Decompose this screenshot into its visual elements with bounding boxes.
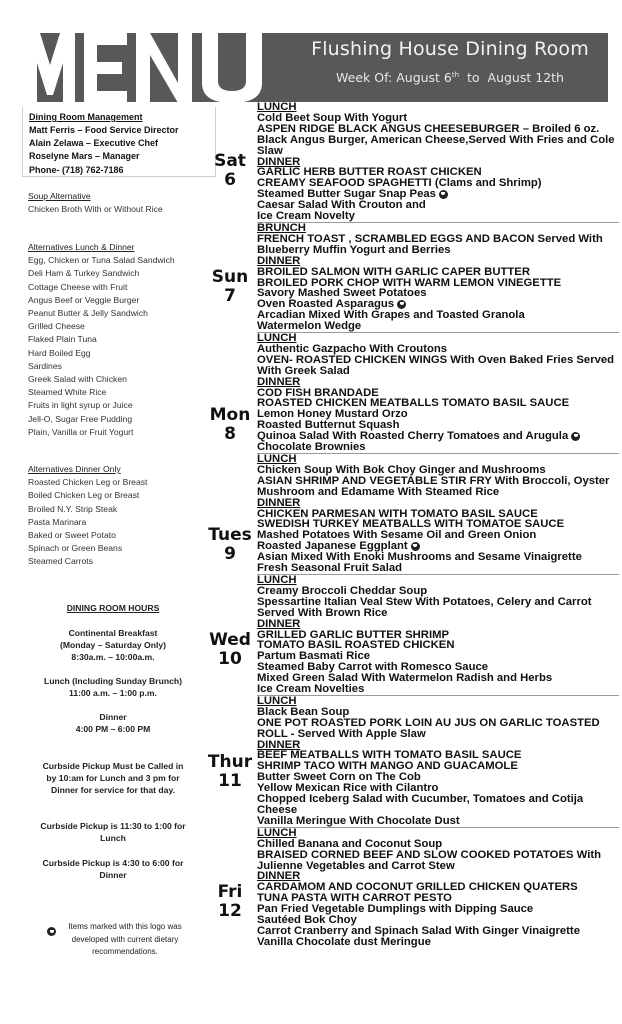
menu-item-text: Butter Sweet Corn on The Cob (257, 771, 421, 784)
day-label-sun (205, 268, 255, 306)
hours-line: Lunch (Including Sunday Brunch) (44, 676, 182, 686)
hours-line: 4:00 PM – 6:00 PM (75, 724, 151, 734)
menu-item-text: CREAMY SEAFOOD SPAGHETTI (Clams and Shrimp) (257, 177, 542, 190)
menu-item-text: Spessartine Italian Veal Stew With Potatoes, Celery and Carrot Served With Brown Rice (257, 595, 592, 619)
day-menu-tues (257, 454, 619, 575)
meal-label-dinner: DINNER (257, 155, 301, 168)
menu-item-text: Roasted Japanese Eggplant (257, 540, 408, 553)
meal-label-dinner: DINNER (257, 254, 301, 267)
week-of-range (292, 70, 608, 85)
day-name: Mon (209, 405, 251, 425)
day-date: 8 (224, 424, 236, 444)
meal-label-lunch: LUNCH (257, 694, 297, 707)
hours-line: Continental Breakfast (68, 628, 158, 638)
alternative-item: Boiled Chicken Leg or Breast (28, 490, 140, 501)
meal-label-brunch: BRUNCH (257, 221, 306, 234)
alternative-item: Plain, Vanilla or Fruit Yogurt (28, 426, 134, 437)
day-name: Sat (214, 151, 246, 171)
menu-item-text: GARLIC HERB BUTTER ROAST CHICKEN (257, 166, 482, 179)
menu-item-text: FRENCH TOAST , SCRAMBLED EGGS AND BACON Served With Blueberry Muffin Yogurt and Berries (257, 232, 603, 256)
menu-item-text: Steamed Baby Carrot with Romesco Sauce (257, 661, 489, 674)
dietary-logo-icon (411, 542, 420, 551)
management-box (22, 107, 216, 177)
menu-item-text: Chicken Soup With Bok Choy Ginger and Mushrooms (257, 463, 546, 476)
day-menu-thur (257, 696, 619, 828)
menu-item (257, 684, 619, 695)
logo-note-line: Items marked with this logo was (68, 922, 182, 931)
hours-lunch (28, 675, 198, 699)
day-menu-sun (257, 223, 619, 333)
menu-item (257, 442, 619, 453)
hours-line: 8:30a.m. – 10:00a.m. (71, 652, 155, 662)
alternative-item: Sardines (28, 360, 62, 371)
dietary-logo-note (40, 921, 210, 959)
dietary-logo-icon (571, 432, 580, 441)
day-date: 10 (218, 649, 242, 669)
day-menu-mon (257, 333, 619, 454)
alternatives-dinner-section (28, 463, 147, 569)
day-name: Wed (209, 630, 251, 650)
menu-item-text: Ice Cream Novelty (257, 210, 355, 223)
hours-title: DINING ROOM HOURS (66, 603, 160, 613)
menu-item-text: Quinoa Salad With Roasted Cherry Tomatoes and Arugula (257, 430, 569, 443)
dietary-logo-icon (439, 190, 448, 199)
menu-item (257, 124, 619, 157)
day-label-fri (205, 883, 255, 921)
menu-item (257, 321, 619, 332)
alternative-item: Peanut Butter & Jelly Sandwich (28, 308, 148, 319)
meal-label-lunch: LUNCH (257, 101, 297, 113)
meal-label-lunch: LUNCH (257, 332, 297, 345)
menu-item-text: BROILED SALMON WITH GARLIC CAPER BUTTER (257, 265, 530, 278)
alternative-item: Pasta Marinara (28, 516, 87, 527)
menu-item-text: Yellow Mexican Rice with Cilantro (257, 782, 439, 795)
menu-item-text: GRILLED GARLIC BUTTER SHRIMP (257, 628, 450, 641)
menu-item (257, 816, 619, 827)
menu-item-text: Arcadian Mixed With Grapes and Toasted Granola (257, 309, 525, 322)
week-start: Week Of: August 6 (336, 70, 452, 85)
alternatives-dinner-title: Alternatives Dinner Only (28, 464, 121, 474)
menu-item-text: Authentic Gazpacho With Croutons (257, 342, 448, 355)
menu-item-text: Creamy Broccoli Cheddar Soup (257, 584, 428, 597)
menu-item-text: TOMATO BASIL ROASTED CHICKEN (257, 639, 455, 652)
menu-item (257, 718, 619, 740)
menu-item-text: ASIAN SHRIMP AND VEGETABLE STIR FRY With Broccoli, Oyster Mushroom and Edamame With Steamed Rice (257, 474, 610, 498)
menu-item-text: Chilled Banana and Coconut Soup (257, 837, 443, 850)
menu-item-text: Steamed Butter Sugar Snap Peas (257, 188, 436, 201)
menu-item-text: Chocolate Brownies (257, 441, 366, 454)
alternative-item: Steamed White Rice (28, 387, 107, 398)
menu-item-text: Cold Beet Soup With Yogurt (257, 111, 408, 124)
day-menu-wed (257, 575, 619, 696)
day-date: 12 (218, 901, 242, 921)
menu-item (257, 476, 619, 498)
day-date: 9 (224, 544, 236, 564)
alternative-item: Greek Salad with Chicken (28, 374, 127, 385)
menu-item-text: Pan Fried Vegetable Dumplings with Dipping Sauce (257, 903, 534, 916)
day-name: Tues (208, 525, 252, 545)
hours-line: 11:00 a.m. – 1:00 p.m. (69, 688, 157, 698)
alternative-item: Spinach or Green Beans (28, 543, 123, 554)
meal-label-lunch: LUNCH (257, 573, 297, 586)
alternative-item: Deli Ham & Turkey Sandwich (28, 268, 140, 279)
meal-label-lunch: LUNCH (257, 453, 297, 465)
menu-item-text: Ice Cream Novelties (257, 683, 365, 696)
menu-item-text: Savory Mashed Sweet Potatoes (257, 287, 427, 300)
meal-label-dinner: DINNER (257, 496, 301, 509)
menu-item-text: BRAISED CORNED BEEF AND SLOW COOKED POTATOES With Julienne Vegetables and Carrot Stew (257, 848, 602, 872)
soup-alternative-title: Soup Alternative (28, 191, 91, 201)
logo-note-line: developed with current dietary (71, 934, 179, 944)
menu-item-text: BROILED PORK CHOP WITH WARM LEMON VINEGETTE (257, 276, 562, 289)
menu-letters-icon (22, 25, 284, 103)
alternative-item: Steamed Carrots (28, 556, 93, 567)
dining-room-hours (28, 603, 198, 903)
menu-item-text: Caesar Salad With Crouton and (257, 199, 426, 212)
day-name: Sun (211, 267, 249, 287)
restaurant-title: Flushing House Dining Room (311, 38, 589, 60)
management-line: Alain Zelawa – Executive Chef (29, 138, 159, 149)
alternative-item: Roasted Chicken Leg or Breast (28, 477, 148, 488)
menu-item-text: Fresh Seasonal Fruit Salad (257, 562, 403, 575)
menu-item-text: Oven Roasted Asparagus (257, 298, 395, 311)
menu-item-text: SWEDISH TURKEY MEATBALLS WITH TOMATOE SAUCE (257, 518, 565, 531)
alternative-item: Jell-O, Sugar Free Pudding (28, 413, 133, 424)
alternatives-lunch-dinner-title: Alternatives Lunch & Dinner (28, 242, 135, 252)
soup-alternative-item: Chicken Broth With or Without Rice (28, 204, 163, 215)
meal-label-dinner: DINNER (257, 738, 301, 751)
curbside-lunch-note (28, 820, 198, 844)
weekly-menu (257, 102, 619, 948)
menu-item-text: CHICKEN PARMESAN WITH TOMATO BASIL SAUCE (257, 507, 538, 520)
day-label-tues (205, 526, 255, 564)
menu-item (257, 234, 619, 256)
logo-note-line: recommendations. (92, 947, 158, 956)
menu-item-text: Asian Mixed With Enoki Mushrooms and Sesame Vinaigrette (257, 551, 582, 564)
day-name: Thur (207, 752, 253, 772)
management-line: Roselyne Mars – Manager (29, 151, 140, 162)
menu-item-text: Black Bean Soup (257, 705, 350, 718)
menu-item (257, 211, 619, 222)
menu-item-text: ONE POT ROASTED PORK LOIN AU JUS ON GARLIC TOASTED ROLL - Served With Apple Slaw (257, 716, 600, 740)
management-line: Matt Ferris – Food Service Director (29, 125, 179, 135)
menu-item-text: Carrot Cranberry and Spinach Salad With Ginger Vinaigrette (257, 924, 580, 937)
hours-line: by 10:am for Lunch and 3 pm for (46, 773, 180, 783)
menu-item-text: Partum Basmati Rice (257, 650, 371, 663)
menu-item (257, 355, 619, 377)
menu-item-text: Mixed Green Salad With Watermelon Radish and Herbs (257, 672, 553, 685)
day-date: 6 (224, 170, 236, 190)
dietary-logo-icon (47, 927, 56, 936)
menu-item-text: COD FISH BRANDADE (257, 386, 379, 399)
menu-item (257, 597, 619, 619)
alternative-item: Angus Beef or Veggie Burger (28, 294, 140, 305)
menu-item-text: Lemon Honey Mustard Orzo (257, 408, 408, 421)
menu-item-text: CARDAMOM AND COCONUT GRILLED CHICKEN QUATERS (257, 881, 578, 894)
day-date: 7 (224, 286, 236, 306)
menu-item-text: ROASTED CHICKEN MEATBALLS TOMATO BASIL SAUCE (257, 397, 570, 410)
meal-label-dinner: DINNER (257, 870, 301, 883)
menu-item-text: Vanilla Meringue With Chocolate Dust (257, 814, 460, 827)
menu-item (257, 794, 619, 816)
alternatives-lunch-dinner-section (28, 241, 175, 439)
hours-breakfast (28, 627, 198, 663)
alternative-item: Grilled Cheese (28, 321, 85, 332)
menu-logo-word (22, 25, 284, 103)
day-label-sat (205, 152, 255, 190)
menu-item-text: TUNA PASTA WITH CARROT PESTO (257, 892, 452, 905)
menu-item (257, 937, 619, 948)
hours-line: Lunch (100, 833, 126, 843)
hours-dinner (28, 711, 198, 735)
day-menu-sat (257, 102, 619, 223)
alternative-item: Fruits in light syrup or Juice (28, 400, 133, 411)
menu-item-text: Mashed Potatoes With Sesame Oil and Green Onion (257, 529, 537, 542)
soup-alternative-section (28, 190, 163, 216)
hours-line: Curbside Pickup is 11:30 to 1:00 for (40, 821, 186, 831)
curbside-call-in-note (28, 760, 198, 796)
meal-label-dinner: DINNER (257, 617, 301, 630)
week-end: to August 12th (459, 70, 564, 85)
dietary-logo-icon (397, 300, 406, 309)
alternative-item: Cottage Cheese with Fruit (28, 281, 128, 292)
alternative-item: Baked or Sweet Potato (28, 530, 116, 541)
hours-line: Curbside Pickup is 4:30 to 6:00 for (42, 858, 184, 868)
day-name: Fri (217, 882, 243, 902)
hours-line: Dinner for service for that day. (50, 785, 175, 795)
menu-item-text: Chopped Iceberg Salad with Cucumber, Tomatoes and Cotija Cheese (257, 793, 584, 816)
menu-item-text: BEEF MEATBALLS WITH TOMATO BASIL SAUCE (257, 749, 522, 762)
meal-label-lunch: LUNCH (257, 826, 297, 839)
alternative-item: Broiled N.Y. Strip Steak (28, 503, 118, 514)
meal-label-dinner: DINNER (257, 375, 301, 388)
menu-item (257, 850, 619, 872)
menu-item-text: Roasted Butternut Squash (257, 419, 400, 432)
day-label-mon (205, 406, 255, 444)
menu-item-text: Vanilla Chocolate dust Meringue (257, 935, 431, 948)
day-label-thur (205, 753, 255, 791)
hours-line: Dinner (99, 870, 127, 880)
alternative-item: Flaked Plain Tuna (28, 334, 97, 345)
hours-line: Dinner (99, 712, 127, 722)
management-phone: Phone- (718) 762-7186 (29, 164, 124, 175)
week-start-suffix: th (451, 70, 460, 79)
management-title: Dining Room Management (29, 112, 143, 122)
day-menu-fri (257, 828, 619, 948)
hours-line: Curbside Pickup Must be Called in (42, 761, 184, 771)
alternative-item: Hard Boiled Egg (28, 347, 91, 358)
menu-item-text: SHRIMP TACO WITH MANGO AND GUACAMOLE (257, 760, 518, 773)
menu-item-text: Watermelon Wedge (257, 320, 362, 333)
hours-line: (Monday – Saturday Only) (59, 640, 166, 650)
menu-item-text: OVEN- ROASTED CHICKEN WINGS With Oven Baked Fries Served With Greek Salad (257, 353, 615, 377)
menu-item-text: Sautéed Bok Choy (257, 914, 357, 927)
day-date: 11 (218, 771, 242, 791)
menu-item (257, 563, 619, 574)
day-label-wed (205, 631, 255, 669)
menu-item-text: ASPEN RIDGE BLACK ANGUS CHEESEBURGER – Broiled 6 oz. Black Angus Burger, American Cheese,Served With Fries and Cole Slaw (257, 122, 615, 157)
curbside-dinner-note (28, 857, 198, 881)
alternative-item: Egg, Chicken or Tuna Salad Sandwich (28, 255, 175, 266)
